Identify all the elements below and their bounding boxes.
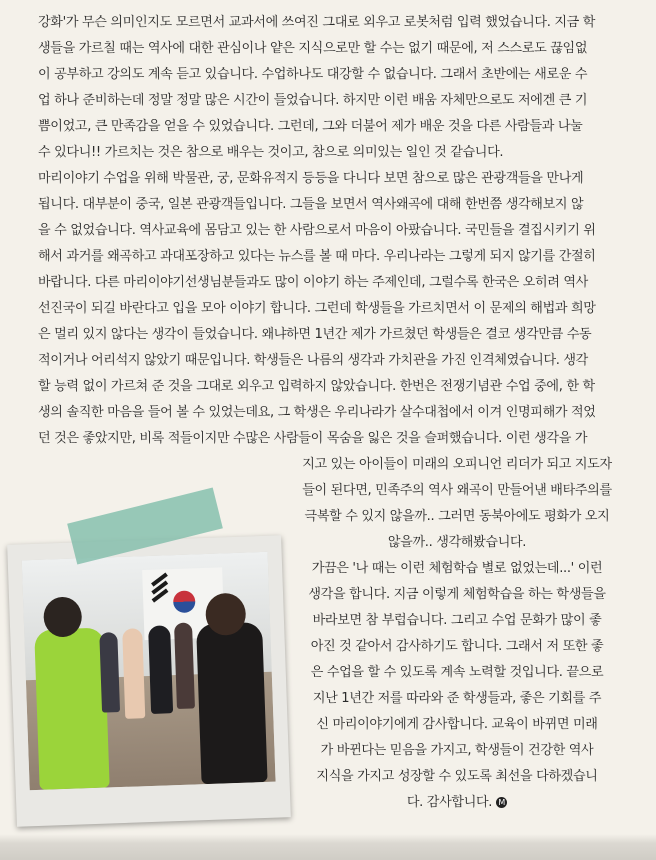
text-line: 적이거나 어리석지 않았기 때문입니다. 학생들은 나름의 생각과 가치관을 가진 인격체였습니다. 생각 (38, 353, 588, 368)
text-line: 극복할 수 있지 않을까.. 그러면 동북아에도 평화가 오지 (304, 509, 610, 524)
text-line: 선진국이 되길 바란다고 입을 모아 이야기 합니다. 그런데 학생들을 가르치면서 이 문제의 해법과 희망 (38, 301, 596, 316)
person-black-coat (196, 622, 268, 784)
text-line (280, 790, 634, 816)
article-full-width-text (38, 10, 634, 452)
text-line: 던 것은 좋았지만, 비록 적들이지만 수많은 사람들이 목숨을 잃은 것을 슬퍼했습니다. 이런 생각을 가 (38, 431, 588, 446)
text-line: 지난 1년간 저를 따라와 준 학생들과, 좋은 기회를 주 (312, 691, 602, 706)
students-photo (22, 552, 276, 790)
person-group (148, 625, 173, 714)
person-green-jacket (34, 628, 110, 790)
text-line: 지식을 가지고 성장할 수 있도록 최선을 다하겠습니 (316, 769, 598, 784)
text-line: 생각을 합니다. 지금 이렇게 체험학습을 하는 학생들을 (308, 587, 606, 602)
text-line: 바라보면 참 부럽습니다. 그리고 수업 문화가 많이 좋 (312, 613, 602, 628)
bottom-brush-decoration (0, 834, 656, 860)
text-line: 생의 솔직한 마음을 들어 볼 수 있었는데요, 그 학생은 우리나라가 살수대첩에서 이겨 인명피해가 적었 (38, 405, 596, 420)
text-line: 해서 과거를 왜곡하고 과대포장하고 있다는 뉴스를 볼 때 마다. 우리나라는 그렇게 되지 않기를 간절히 (38, 249, 596, 264)
text-line: 아진 것 같아서 감사하기도 합니다. 그래서 저 또한 좋 (310, 639, 604, 654)
text-line: 마리이야기 수업을 위해 박물관, 궁, 문화유적지 등등을 다니다 보면 참으로 많은 관광객들을 만나게 (38, 171, 584, 186)
person-group (122, 628, 145, 719)
text-line: 않을까.. 생각해봤습니다. (387, 535, 527, 550)
person-group (174, 622, 195, 709)
text-line: 신 마리이야기에게 감사합니다. 교육이 바뀌면 미래 (316, 717, 598, 732)
text-line: 수 있다니!! 가르치는 것은 참으로 배우는 것이고, 참으로 의미있는 일인 것 같습니다. (38, 145, 504, 160)
text-line: 됩니다. 대부분이 중국, 일본 관광객들입니다. 그들을 보면서 역사왜곡에 대해 한번쯤 생각해보지 않 (38, 197, 584, 212)
text-line: 쁨이었고, 큰 만족감을 얻을 수 있었습니다. 그런데, 그와 더불어 제가 배운 것을 다른 사람들과 나눌 (38, 119, 583, 134)
text-line: 업 하나 준비하는데 정말 정말 많은 시간이 들었습니다. 하지만 이런 배움 자체만으로도 저에겐 큰 기 (38, 93, 588, 108)
text-line: 들이 된다면, 민족주의 역사 왜곡이 만들어낸 배타주의를 (302, 483, 612, 498)
article-right-column (280, 452, 634, 816)
text-line: 생들을 가르칠 때는 역사에 대한 관심이나 얕은 지식으로만 할 수는 없기 때문에, 저 스스로도 끊임없 (38, 41, 588, 56)
text-line: 은 멀리 있지 않다는 생각이 들었습니다. 왜냐하면 1년간 제가 가르쳤던 학생들은 결코 생각만큼 수동 (38, 327, 592, 342)
text-line: 지고 있는 아이들이 미래의 오피니언 리더가 되고 지도자 (302, 457, 612, 472)
text-line: 할 능력 없이 가르쳐 준 것을 그대로 외우고 입력하지 않았습니다. 한번은 전쟁기념관 수업 중에, 한 학 (38, 379, 595, 394)
magazine-logo-icon: M (496, 797, 507, 808)
polaroid-photo-frame (7, 535, 291, 826)
text-line: 강화'가 무슨 의미인지도 모르면서 교과서에 쓰여진 그대로 외우고 로봇처럼 입력 했었습니다. 지금 학 (38, 15, 596, 30)
text-line: 가 바뀐다는 믿음을 가지고, 학생들이 건강한 역사 (320, 743, 594, 758)
closing-text: 다. 감사합니다. (406, 795, 493, 810)
text-line: 가끔은 '나 때는 이런 체험학습 별로 없었는데...' 이런 (311, 561, 603, 576)
text-line: 바랍니다. 다른 마리이야기선생님분들과도 많이 이야기 하는 주제인데, 그럴수록 한국은 오히려 역사 (38, 275, 588, 290)
person-group (99, 632, 120, 713)
text-line: 을 수 없었습니다. 역사교육에 몸담고 있는 한 사람으로서 마음이 아팠습니다. 국민들을 결집시키기 위 (38, 223, 596, 238)
text-line: 이 공부하고 강의도 계속 듣고 있습니다. 수업하나도 대강할 수 없습니다. 그래서 초반에는 새로운 수 (38, 67, 588, 82)
text-line: 은 수업을 할 수 있도록 계속 노력할 것입니다. 끝으로 (310, 665, 604, 680)
